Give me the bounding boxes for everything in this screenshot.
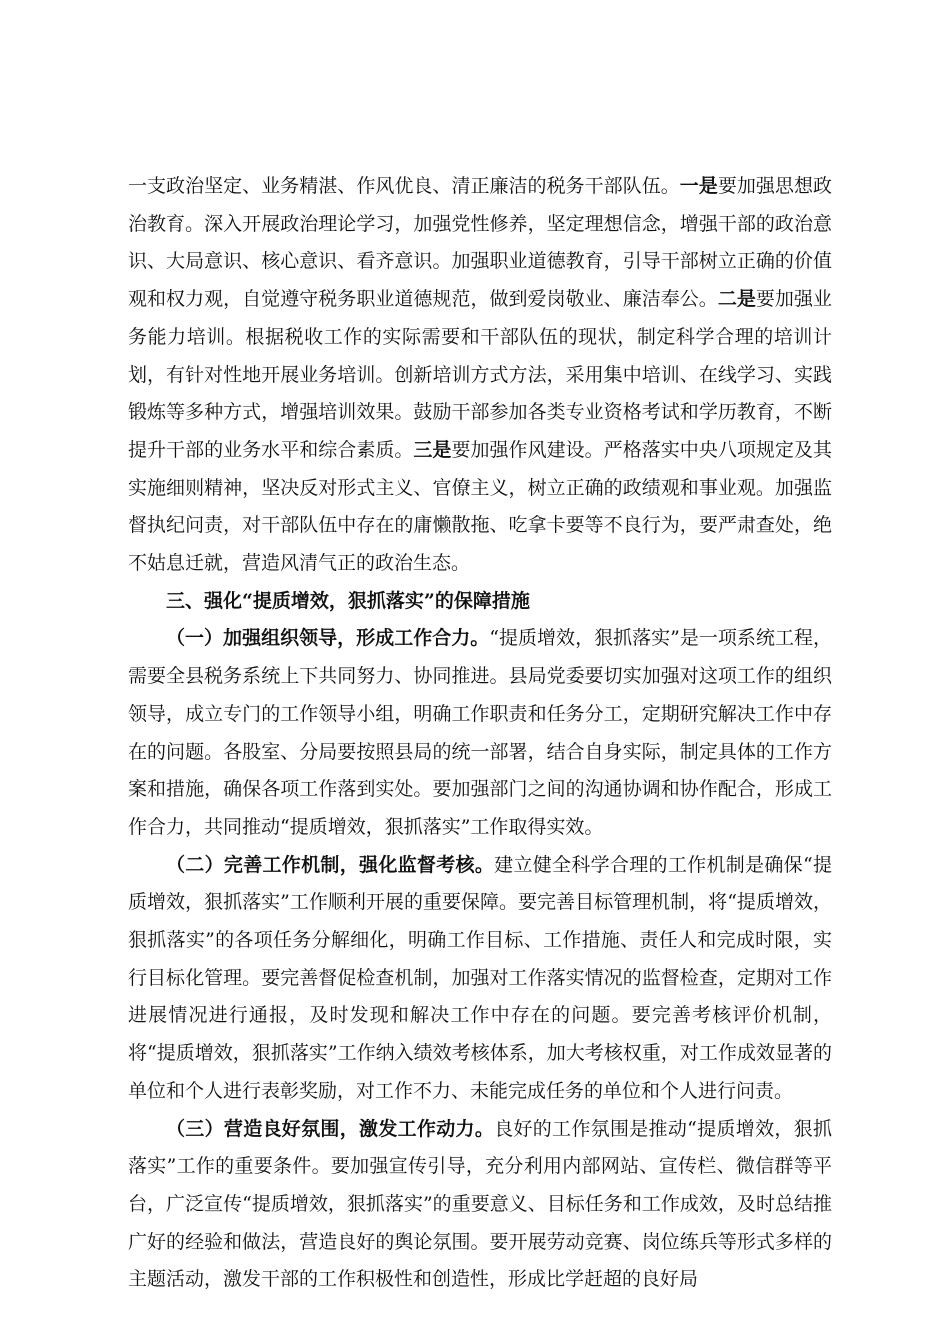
subsection-title-2: （二）完善工作机制，强化监督考核。 — [166, 853, 495, 876]
bold-marker-second: 二是 — [717, 288, 756, 311]
paragraph-work-mechanism — [128, 847, 832, 1111]
text-run: 一支政治坚定、业务精湛、作风优良、清正廉洁的税务干部队伍。 — [128, 175, 680, 197]
section-heading-3: 三、强化“提质增效，狠抓落实”的保障措施 — [166, 589, 530, 612]
text-run: 建立健全科学合理的工作机制是确保“提质增效，狠抓落实”工作顺利开展的重要保障。要完善目标管理机制，将“提质增效，狠抓落实”的各项任务分解细化，明确工作目标、工作措施、责任人和完成时限，实行目标化管理。要完善督促检查机制，加强对工作落实情况的监督检查，定期对工作进展情况进行通报，及时发现和解决工作中存在的问题。要完善考核评价机制，将“提质增效，狠抓落实”工作纳入绩效考核体系，加大考核权重，对工作成效显著的单位和个人进行表彰奖励，对工作不力、未能完成任务的单位和个人进行问责。 — [128, 853, 832, 1102]
text-run: 要加强思想政治教育。深入开展政治理论学习，加强党性修养，坚定理想信念，增强干部的政治意识、大局意识、核心意识、看齐意识。加强职业道德教育，引导干部树立正确的价值观和权力观，自觉遵守税务职业道德规范，做到爱岗敬业、廉洁奉公。 — [128, 175, 832, 311]
text-run: 要加强作风建设。严格落实中央八项规定及其实施细则精神，坚决反对形式主义、官僚主义，树立正确的政绩观和事业观。加强监督执纪问责，对干部队伍中存在的庸懒散拖、吃拿卡要等不良行为，要严肃查处，绝不姑息迁就，营造风清气正的政治生态。 — [128, 438, 832, 575]
document-body — [128, 168, 832, 1299]
text-run: “提质增效，狠抓落实”是一项系统工程，需要全县税务系统上下共同努力、协同推进。县局党委要切实加强对这项工作的组织领导，成立专门的工作领导小组，明确工作职责和任务分工，定期研究解决工作中存在的问题。各股室、分局要按照县局的统一部署，结合自身实际，制定具体的工作方案和措施，确保各项工作落到实处。要加强部门之间的沟通协调和协作配合，形成工作合力，共同推动“提质增效，狠抓落实”工作取得实效。 — [128, 627, 832, 838]
text-run: 要加强业务能力培训。根据税收工作的实际需要和干部队伍的现状，制定科学合理的培训计划，有针对性地开展业务培训。创新培训方式方法，采用集中培训、在线学习、实践锻炼等多种方式，增强培训效果。鼓励干部参加各类专业资格考试和学历教育，不断提升干部的业务水平和综合素质。 — [128, 288, 832, 461]
paragraph-cadre-team — [128, 168, 832, 583]
paragraph-work-atmosphere — [128, 1111, 832, 1300]
paragraph-organization-leadership — [128, 620, 832, 846]
bold-marker-first: 一是 — [679, 175, 718, 197]
bold-marker-third: 三是 — [413, 438, 452, 461]
subsection-title-3: （三）营造良好氛围，激发工作动力。 — [166, 1117, 495, 1140]
subsection-title-1: （一）加强组织领导，形成工作合力。 — [166, 627, 490, 650]
text-run: 良好的工作氛围是推动“提质增效，狠抓落实”工作的重要条件。要加强宣传引导，充分利用内部网站、宣传栏、微信群等平台，广泛宣传“提质增效，狠抓落实”的重要意义、目标任务和工作成效，及时总结推广好的经验和做法，营造良好的舆论氛围。要开展劳动竞赛、岗位练兵等形式多样的主题活动，激发干部的工作积极性和创造性，形成比学赶超的良好局 — [128, 1117, 832, 1291]
